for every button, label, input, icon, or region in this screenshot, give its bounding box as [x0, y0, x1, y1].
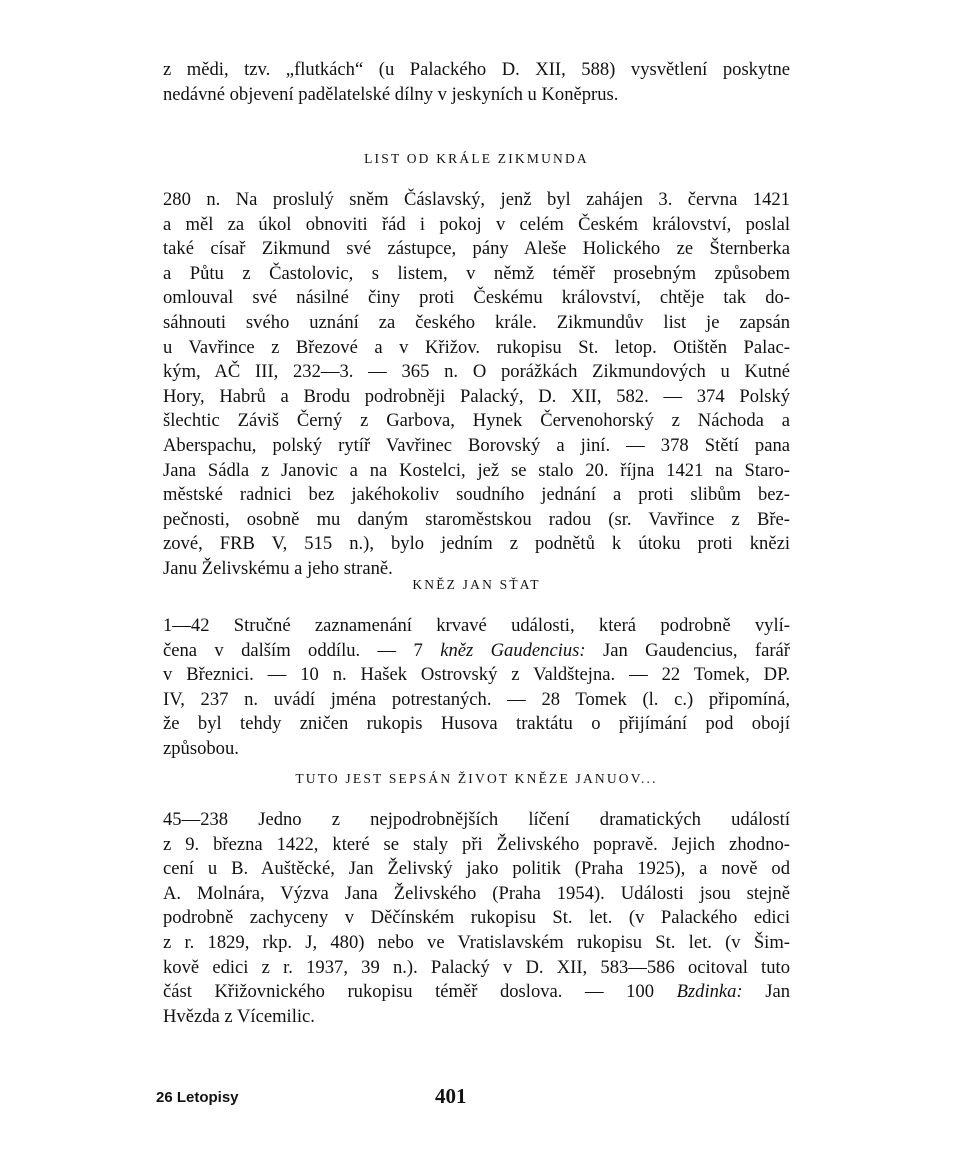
text-line: pečnosti, osobně mu daným staroměstskou radou (sr. Vavřince z Bře-	[163, 508, 790, 530]
text-line: a Půtu z Častolovic, s listem, v němž téměř prosebným způsobem	[163, 262, 790, 284]
section-knez-jan-stat-text	[163, 614, 790, 762]
text-line: způsobou.	[163, 737, 239, 759]
text-line: šlechtic Záviš Černý z Garbova, Hynek Červenohorský z Náchoda a	[163, 410, 790, 432]
text-line: podrobně zachyceny v Děčínském rukopisu St. let. (v Palackého edici	[163, 907, 790, 929]
text-line: čena v dalším oddílu. — 7 kněz Gaudencius: Jan Gaudencius, farář	[163, 639, 790, 661]
text-line: 1—42 Stručné zaznamenání krvavé události, která podrobně vylí-	[163, 615, 790, 636]
text-line: Hory, Habrů a Brodu podrobněji Palacký, D. XII, 582. — 374 Polský	[163, 385, 790, 407]
section-zivot-kneze-text	[163, 808, 790, 1029]
text-line: kým, AČ III, 232—3. — 365 n. O porážkách Zikmundových u Kutné	[163, 361, 790, 383]
text-line: z mědi, tzv. „flutkách“ (u Palackého D. XII, 588) vysvětlení poskytne	[163, 59, 790, 80]
text-line: Hvězda z Vícemilic.	[163, 1005, 315, 1027]
text-line: že byl tehdy zničen rukopis Husova traktátu o přijímání pod obojí	[163, 713, 790, 735]
text-line: kově edici z r. 1937, 39 n.). Palacký v D. XII, 583—586 ocitoval tuto	[163, 956, 790, 978]
text-line: z 9. března 1422, které se staly při Želivského popravě. Jejich zhodno-	[163, 833, 790, 855]
text-line: omlouval své násilné činy proti Českému království, chtěje tak do-	[163, 287, 790, 309]
text-line: IV, 237 n. uvádí jména potrestaných. — 28 Tomek (l. c.) připomíná,	[163, 688, 790, 710]
text-line: cení u B. Auštěcké, Jan Želivský jako politik (Praha 1925), a nově od	[163, 858, 790, 880]
section-heading-knez-jan-stat: KNĚZ JAN SŤAT	[412, 577, 541, 592]
section-heading-list-od-krale: LIST OD KRÁLE ZIKMUNDA	[364, 151, 589, 166]
text-line: sáhnouti svého uznání za českého krále. Zikmundův list je zapsán	[163, 311, 790, 333]
text-line: nedávné objevení padělatelské dílny v jeskyních u Koněprus.	[163, 83, 619, 105]
text-line: část Křižovnického rukopisu téměř doslova. — 100 Bzdinka: Jan	[163, 981, 790, 1003]
text-line: Janu Želivskému a jeho straně.	[163, 557, 393, 579]
text-line: u Vavřince z Březové a v Křižov. rukopisu St. letop. Otištěn Palac-	[163, 336, 790, 358]
printer-signature: 26 Letopisy	[156, 1089, 239, 1106]
text-line: v Březnici. — 10 n. Hašek Ostrovský z Valdštejna. — 22 Tomek, DP.	[163, 664, 790, 686]
text-line: a měl za úkol obnoviti řád i pokoj v celém Českém království, poslal	[163, 213, 790, 235]
italic-term: Bzdinka:	[676, 981, 743, 1003]
text-line: Aberspachu, polský rytíř Vavřinec Borovský a jiní. — 378 Stětí pana	[163, 434, 790, 456]
page-number: 401	[435, 1084, 467, 1108]
text-line: z r. 1829, rkp. J, 480) nebo ve Vratislavském rukopisu St. let. (v Šim-	[163, 931, 790, 953]
text-line: 45—238 Jedno z nejpodrobnějších líčení dramatických událostí	[163, 809, 790, 830]
text-line: městské radnici bez jakéhokoliv soudního jednání a proti slibům bez-	[163, 484, 790, 506]
text-line: Jana Sádla z Janovic a na Kostelci, jež se stalo 20. října 1421 na Staro-	[163, 459, 790, 481]
intro-paragraph	[163, 58, 790, 107]
section-heading-zivot-kneze: TUTO JEST SEPSÁN ŽIVOT KNĚZE JANUOV...	[295, 771, 658, 786]
text-line: zové, FRB V, 515 n.), bylo jedním z podnětů k útoku proti knězi	[163, 533, 790, 555]
text-line: také císař Zikmund své zástupce, pány Aleše Holického ze Šternberka	[163, 238, 790, 260]
text-line: A. Molnára, Výzva Jana Želivského (Praha 1954). Události jsou stejně	[163, 882, 790, 904]
section-list-od-krale-text	[163, 188, 790, 582]
italic-term: kněz Gaudencius:	[440, 639, 586, 661]
text-line: 280 n. Na proslulý sněm Čáslavský, jenž byl zahájen 3. června 1421	[163, 189, 790, 210]
